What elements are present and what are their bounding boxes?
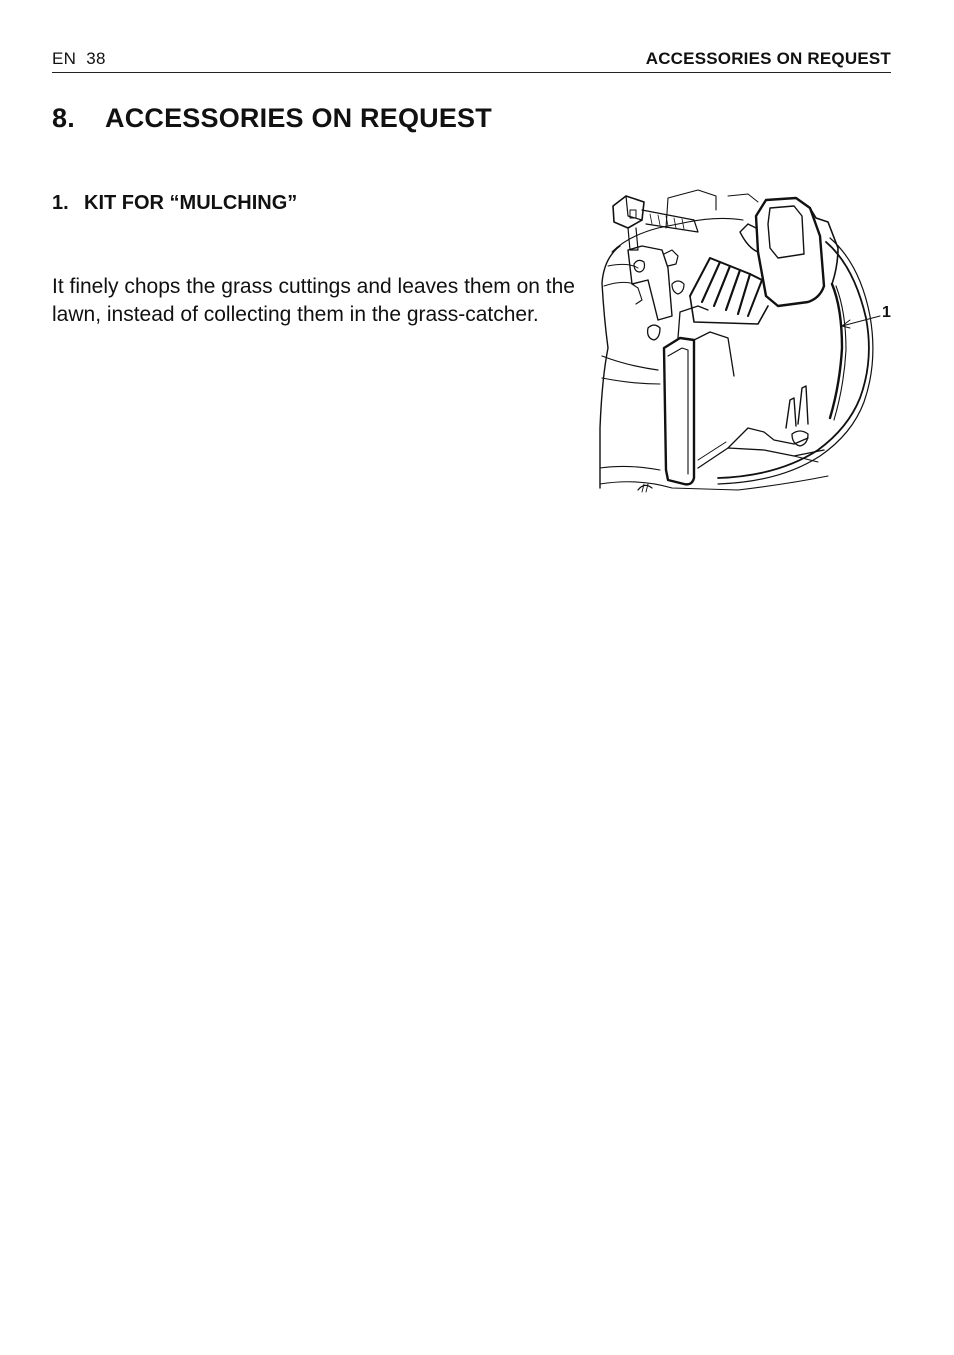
subsection-body: It finely chops the grass cuttings and leaves them on the lawn, instead of collecting them in the grass-catcher. [52, 275, 575, 326]
section-number: 8. [52, 103, 75, 133]
subsection-title: KIT FOR “MULCHING” [84, 192, 298, 214]
language-code: EN [52, 49, 77, 68]
section-heading [52, 103, 492, 134]
page-header [52, 48, 891, 73]
mulching-kit-drawing [598, 188, 898, 498]
page-header-left [52, 49, 106, 69]
subsection-number: 1. [52, 192, 69, 214]
running-section-title: ACCESSORIES ON REQUEST [645, 49, 891, 68]
figure-callout-1: 1 [882, 304, 891, 321]
section-title: ACCESSORIES ON REQUEST [105, 103, 492, 133]
subsection-heading [52, 192, 297, 215]
mulching-kit-illustration [598, 188, 898, 498]
page-number: 38 [86, 49, 106, 68]
